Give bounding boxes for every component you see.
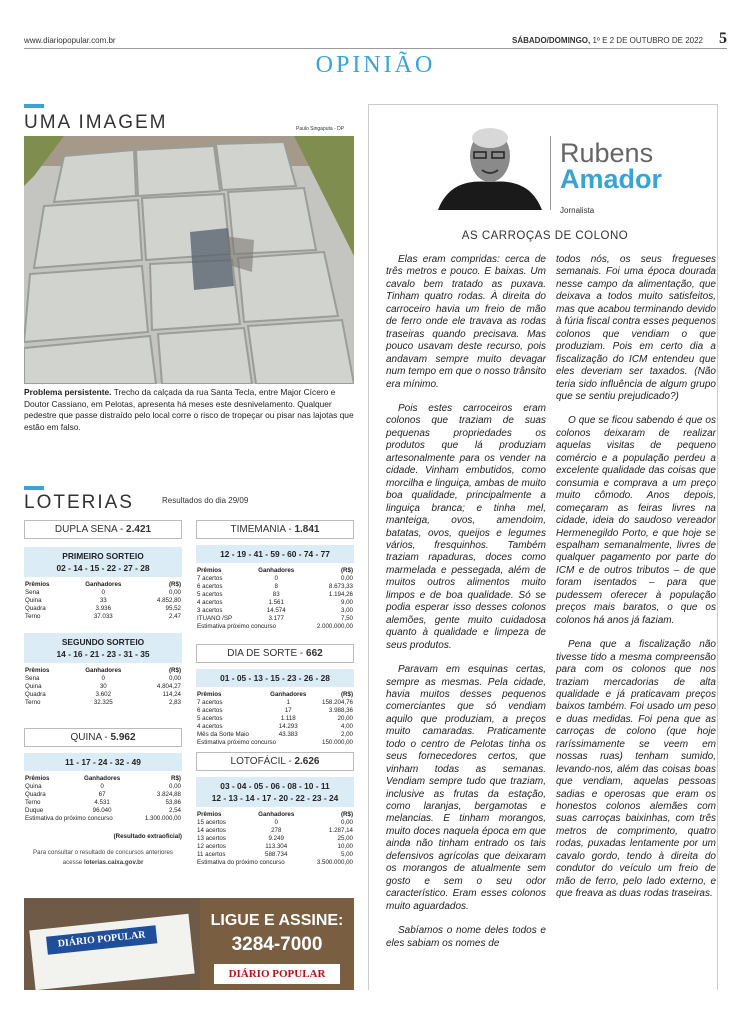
table-row: 6 acertos 8 8.673,33 bbox=[197, 583, 353, 590]
article-column-1 bbox=[386, 254, 546, 962]
accent-bar bbox=[24, 486, 44, 490]
table-row: ITUANO /SP 3.177 7,50 bbox=[197, 615, 353, 622]
caption-lead: Problema persistente. bbox=[24, 387, 112, 397]
consult-note: Para consultar o resultado de concursos anteriores acesse loterias.caixa.gov.br bbox=[33, 849, 173, 866]
author-divider bbox=[550, 136, 551, 210]
dia-de-sorte-header: DIA DE SORTE - 662 bbox=[196, 644, 354, 663]
paragraph: Sabíamos o nome deles todos e eles sabiam os nomes de bbox=[386, 925, 546, 949]
table-row: 4 acertos 1.561 9,00 bbox=[197, 599, 353, 606]
article-column-2 bbox=[556, 254, 716, 913]
dia-de-sorte-block bbox=[196, 644, 354, 747]
table-row: 12 acertos 113.304 10,00 bbox=[197, 843, 353, 850]
quina-numbers: 11 - 17 - 24 - 32 - 49 bbox=[24, 753, 182, 771]
table-row: Quadra 3.602 114,24 bbox=[25, 691, 181, 698]
table-row: 7 acertos 1 158.204,76 bbox=[197, 699, 353, 706]
lotofacil-header: LOTOFÁCIL - 2.626 bbox=[196, 752, 354, 771]
timemania-header: TIMEMANIA - 1.841 bbox=[196, 520, 354, 539]
table-row: 11 acertos 588.734 5,00 bbox=[197, 851, 353, 858]
table-row: Terno 37.033 2,47 bbox=[25, 613, 181, 620]
table-row: Estimativa próximo concurso 150.000,00 bbox=[197, 739, 353, 746]
column-top-rule bbox=[368, 104, 718, 105]
table-row: 5 acertos 1.118 20,00 bbox=[197, 715, 353, 722]
column-divider bbox=[368, 104, 369, 990]
table-row: Duque 96.040 2,54 bbox=[25, 807, 181, 814]
lotofacil-table: Prêmios Ganhadores (R$) 15 acertos 0 0,00 14 acertos 278 1.287,14 13 acertos 9.249 25,00 12 acertos 113.304 10,00 11 acertos 588.734 5,00 Estimativa do próximo concurso 3.500.000,00 bbox=[197, 811, 353, 866]
dupla-sena-header: DUPLA SENA - 2.421 bbox=[24, 520, 182, 539]
site-url[interactable]: www.diariopopular.com.br bbox=[24, 36, 116, 45]
author-photo bbox=[438, 124, 542, 210]
paragraph: Paravam em esquinas certas, sempre as mesmas. Pela cidade, havia muitos desses pequenos comerciantes que só vendiam aquilo que produziam, a preços muito camaradas. Praticamente todo o centro de Pelotas tinha os seus fornecedores certos, que vinham todas as semanas. Vendiam sempre tudo que traziam, inclusive as frutas da estação, como laranjas, bergamotas e melancias. E tinham morangos, muito doces naquela época em que ainda não tinham entrado os tais defensivos agrícolas que deixaram os morangos de atualmente sem gosto e sem o seu odor característico. Eram esses colonos muito aguardados. bbox=[386, 664, 546, 912]
author-role: Jornalista bbox=[560, 206, 595, 215]
paragraph: O que se ficou sabendo é que os colonos deixaram de realizar aquelas visitas de pequeno comércio e a população perdeu a excelente qualidade das coisas que consumia e comprava a um preço muito cômodo. Anos depois, começaram as feiras livres na cidade, ideia do saudoso vereador Hermenegildo Porto, e que hoje se espalham semanalmente, livres de qualquer pagamento por parte do ICM e de outros tributos – de que foram isentados – para que pudessem oferecer à população preços mais baratos, o que os colonos há anos já faziam. bbox=[556, 415, 716, 626]
newspaper-image bbox=[29, 914, 194, 990]
table-row: Sena 0 0,00 bbox=[25, 589, 181, 596]
ad-panel bbox=[200, 898, 354, 990]
table-row: 3 acertos 14.574 3,00 bbox=[197, 607, 353, 614]
lotofacil-numbers: 03 - 04 - 05 - 06 - 08 - 10 - 11 12 - 13 - 14 - 17 - 20 - 22 - 23 - 24 bbox=[196, 777, 354, 807]
loterias-link[interactable]: loterias.caixa.gov.br bbox=[83, 859, 144, 866]
photo-caption bbox=[24, 387, 354, 433]
quina-table: Prêmios Ganhadores R$) Quina 0 0,00 Quadra 67 3.824,88 Terno 4.531 53,86 Duque 96.040 2,54 Estimativa do próximo concurso 1.300.000,00 bbox=[25, 775, 181, 822]
dupla-sena-second-draw: SEGUNDO SORTEIO 14 - 16 - 21 - 23 - 31 - 35 bbox=[24, 633, 182, 663]
dupla-sena-block bbox=[24, 520, 182, 707]
column-border bbox=[717, 104, 718, 990]
table-row: Estimativa do próximo concurso 1.300.000,00 bbox=[25, 815, 181, 822]
article-title: AS CARROÇAS DE COLONO bbox=[461, 230, 629, 242]
table-row: Quadra 3.936 95,52 bbox=[25, 605, 181, 612]
table-row: 14 acertos 278 1.287,14 bbox=[197, 827, 353, 834]
unofficial-note: (Resultado extraoficial) bbox=[113, 833, 182, 840]
ad-brand: DIÁRIO POPULAR bbox=[214, 964, 340, 984]
table-row: Estimativa próximo concurso 2.000.000,00 bbox=[197, 623, 353, 630]
paragraph: Elas eram compridas: cerca de três metros e pouco. E baixas. Um cavalo bem tratado as puxava. Tinham quatro rodas. À direita do carroceiro havia um freio de mão de ferro onde ele travava as rodas traseiras quando precisava. Mas pouco usavam deste recurso, pois andavam sempre muito devagar num tempo em que o nosso trânsito era mínimo. bbox=[386, 254, 546, 390]
table-row: Sena 0 0,00 bbox=[25, 675, 181, 682]
table-row: Estimativa do próximo concurso 3.500.000,00 bbox=[197, 859, 353, 866]
paragraph: Pena que a fiscalização não tivesse tido a mesma compreensão para com os colonos que nos traziam mercadorias de alta qualidade e já praticavam preços baixos também. Foi usado um peso e duas medidas. Foi pena que as carroças de colono (que hoje raríssimamente se veem em nossas ruas) tenham sumido, levando-nos, além das coisas boas que vendiam, aquelas pessoas sadias e operosas que eram os honestos colonos alemães com suas carroças baixinhas, com três metros de comprimento, quatro rodas, puxadas lentamente por um cavalo gordo, tendo à direita do condutor do veículo um freio de mão de ferro, pelo lado externo, e que freava as duas rodas traseiras. bbox=[556, 639, 716, 900]
subscription-ad[interactable] bbox=[24, 898, 354, 990]
photo-credit: Paulo Singaputa - DP bbox=[296, 126, 345, 132]
table-row: Quina 33 4.852,80 bbox=[25, 597, 181, 604]
dupla-sena-first-draw: PRIMEIRO SORTEIO 02 - 14 - 15 - 22 - 27 - 28 bbox=[24, 547, 182, 577]
dateline-date: 1º E 2 DE OUTUBRO DE 2022 bbox=[592, 36, 703, 45]
table-row: 15 acertos 0 0,00 bbox=[197, 819, 353, 826]
table-row: Terno 32.325 2,83 bbox=[25, 699, 181, 706]
dateline-day: SÁBADO/DOMINGO, bbox=[512, 36, 591, 45]
paragraph: todos nós, os seus fregueses semanais. Foi uma época dourada nesse campo da alimentação, que deixava a todos muito satisfeitos, mas que acabou terminando devido à fúria fiscal contra esses pequenos colonos que vendiam o que produziam. Pois em certo dia a fiscalização do ICM entendeu que eles deveriam ser taxados. (Não teria sido influência de algum grupo que se sentiu prejudicado?) bbox=[556, 254, 716, 402]
table-row: Mês da Sorte Maio 43.383 2,00 bbox=[197, 731, 353, 738]
loterias-title: LOTERIAS bbox=[24, 492, 134, 513]
table-row: Terno 4.531 53,86 bbox=[25, 799, 181, 806]
lotofacil-block bbox=[196, 752, 354, 867]
ad-headline: LIGUE E ASSINE: bbox=[210, 912, 344, 929]
table-row: 7 acertos 0 0,00 bbox=[197, 575, 353, 582]
sidewalk-photo bbox=[24, 136, 354, 384]
author-first-name: Rubens bbox=[560, 138, 654, 168]
quina-header: QUINA - 5.962 bbox=[24, 728, 182, 747]
dupla-sena-second-table: Prêmios Ganhadores (R$) Sena 0 0,00 Quina 30 4.804,27 Quadra 3.602 114,24 Terno 32.325 2,83 bbox=[25, 667, 181, 706]
quina-block bbox=[24, 728, 182, 868]
newspaper-logo: DIÁRIO POPULAR bbox=[46, 925, 157, 954]
table-row: 5 acertos 83 1.194,26 bbox=[197, 591, 353, 598]
table-row: 6 acertos 17 3.988,36 bbox=[197, 707, 353, 714]
paragraph: Pois estes carroceiros eram colonos que traziam de suas pequenas propriedades os produtos que lá produziam artesonalmente para os vender na cidade. Vinham embutidos, como morcilha e linguiça, ambas de muito boa qualidade, principalmente a linguiça branca; e tinha mel, manteiga, ovos, amendoim, batatas, ovos, queijos e legumes vários, fresquinhos. Também traziam rapaduras, doces como marmelada e pessegada, além de muitos outros alimentos muito limpos e de boa qualidade. Só se podia esperar isso desses colonos alemões, gente muito cuidadosa quanto à qualidade e limpeza de seus produtos. bbox=[386, 402, 546, 651]
table-row: 13 acertos 9.249 25,00 bbox=[197, 835, 353, 842]
table-row: Quina 0 0,00 bbox=[25, 783, 181, 790]
dia-de-sorte-numbers: 01 - 05 - 13 - 15 - 23 - 26 - 28 bbox=[196, 669, 354, 687]
timemania-table: Prêmios Ganhadores (R$) 7 acertos 0 0,00 6 acertos 8 8.673,33 5 acertos 83 1.194,26 4 acertos 1.561 9,00 3 acertos 14.574 3,00 ITUANO /SP 3.177 7,50 Estimativa próximo concurso 2.000.000,00 bbox=[197, 567, 353, 630]
table-row: 4 acertos 14.293 4,00 bbox=[197, 723, 353, 730]
uma-imagem-title: UMA IMAGEM bbox=[24, 112, 168, 133]
section-title: OPINIÃO bbox=[315, 52, 436, 78]
loterias-date: Resultados do dia 29/09 bbox=[162, 496, 249, 505]
author-last-name: Amador bbox=[560, 164, 663, 194]
dia-de-sorte-table: Prêmios Ganhadores (R$) 7 acertos 1 158.204,76 6 acertos 17 3.988,36 5 acertos 1.118 20,00 4 acertos 14.293 4,00 Mês da Sorte Maio 43.383 2,00 Estimativa próximo concurso 150.000,00 bbox=[197, 691, 353, 746]
caption-text: Trecho da calçada da rua Santa Tecla, entre Major Cícero e Doutor Cassiano, em Pelotas, apresenta há meses este desnivelamento. Qualquer pedestre que passe distraído pelo local corre o risco de tropeçar ou pisar nas lajotas que estão em falso. bbox=[24, 387, 354, 432]
table-row: Quadra 67 3.824,88 bbox=[25, 791, 181, 798]
timemania-block bbox=[196, 520, 354, 631]
header-rule bbox=[24, 48, 727, 49]
table-row: Quina 30 4.804,27 bbox=[25, 683, 181, 690]
dateline bbox=[512, 36, 703, 45]
ad-phone[interactable]: 3284-7000 bbox=[231, 934, 323, 955]
page-number: 5 bbox=[719, 30, 727, 47]
timemania-numbers: 12 - 19 - 41 - 59 - 60 - 74 - 77 bbox=[196, 545, 354, 563]
accent-bar bbox=[24, 104, 44, 108]
dupla-sena-first-table: Prêmios Ganhadores (R$) Sena 0 0,00 Quina 33 4.852,80 Quadra 3.936 95,52 Terno 37.033 2,47 bbox=[25, 581, 181, 620]
